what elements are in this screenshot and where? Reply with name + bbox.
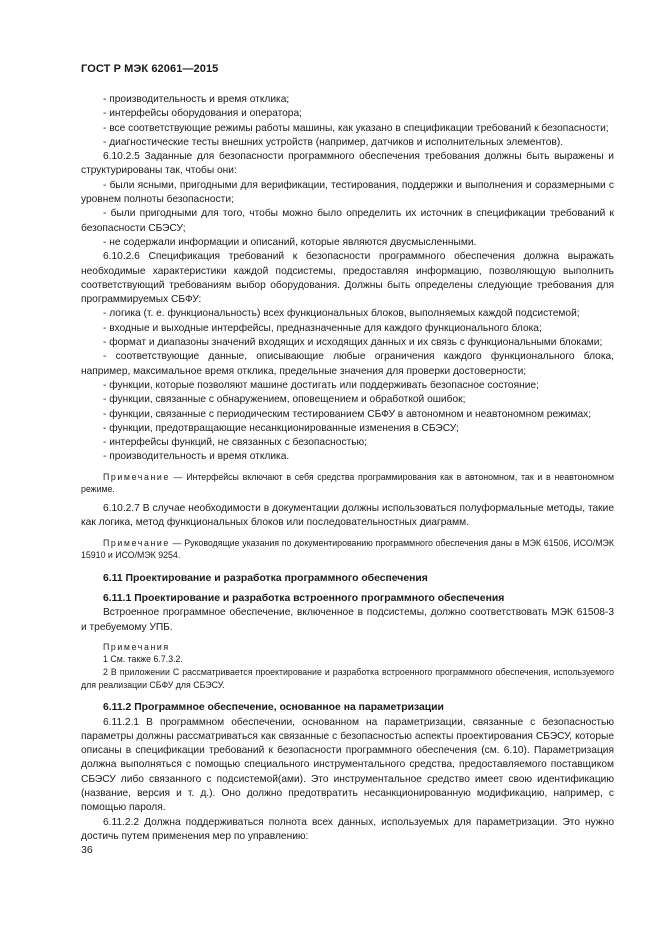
section-heading-6-11: 6.11 Проектирование и разработка программного обеспечения bbox=[103, 572, 428, 584]
list-item: - были пригодными для того, чтобы можно было определить их источник в спецификации требований к безопасности СБЭСУ; bbox=[81, 208, 614, 234]
list-item: - формат и диапазоны значений входящих и исходящих данных и их связь с функциональными блоками; bbox=[103, 337, 603, 349]
paragraph-6-10-2-7: 6.10.2.7 В случае необходимости в документации должны использоваться полуформальные методы, такие как логика, метод функциональных блоков или последовательностных диаграмм. bbox=[81, 502, 614, 529]
list-item: - производительность и время отклика; bbox=[103, 94, 290, 105]
notes-label: Примечания bbox=[103, 641, 170, 652]
note-text: Интерфейсы включают в себя средства программирования как в автономном, так и в неавтономном режиме. bbox=[81, 471, 614, 495]
section-heading-6-11-2: 6.11.2 Программное обеспечение, основанное на параметризации bbox=[103, 702, 444, 714]
note-text: Руководящие указания по документированию программного обеспечения даны в МЭК 61506, ИСО/МЭК 15910 и ИСО/МЭК 9254. bbox=[81, 537, 614, 561]
list-item: - функции, связанные с периодическим тестированием СБФУ в автономном и неавтономном режимах; bbox=[103, 408, 592, 420]
list-item: - интерфейсы функций, не связанных с безопасностью; bbox=[103, 437, 368, 449]
note-label: Примечание bbox=[103, 537, 170, 548]
section-heading-6-11-1: 6.11.1 Проектирование и разработка встроенного программного обеспечения bbox=[103, 592, 505, 604]
note-item: 1 См. также 6.7.3.2. bbox=[103, 654, 183, 665]
list-item: - соответствующие данные, описывающие любые ограничения каждого функционального блока, например, максимальное время отклика, предельные значения для проверки достоверности; bbox=[81, 351, 614, 377]
paragraph-6-11-2-2: 6.11.2.2 Должна поддерживаться полнота всех данных, используемых для параметризации. Это нужно достичь путем применения мер по управлению: bbox=[81, 816, 614, 842]
list-item: - производительность и время отклика. bbox=[103, 451, 290, 463]
note-interfaces: Примечание — Интерфейсы включают в себя средства программирования как в автономном, так и в неавтономном режиме. bbox=[81, 471, 614, 495]
paragraph-6-10-2-5: 6.10.2.5 Заданные для безопасности программного обеспечения требования должны быть выражены и структурированы так, чтобы они: bbox=[81, 151, 614, 177]
list-item: - диагностические тесты внешних устройств (например, датчиков и исполнительных элементов). bbox=[103, 136, 564, 148]
list-item: - функции, которые позволяют машине достигать или поддерживать безопасное состояние; bbox=[103, 379, 539, 391]
list-item: - были ясными, пригодными для верификации, тестирования, поддержки и выполнения и соразмерными с уровнем полноты безопасности; bbox=[81, 179, 614, 206]
note-label: Примечание bbox=[103, 471, 170, 482]
list-item: - все соответствующие режимы работы машины, как указано в спецификации требований к безопасности; bbox=[103, 122, 609, 134]
list-item: - логика (т. е. функциональность) всех функциональных блоков, выполняемых каждой подсистемой; bbox=[103, 308, 580, 320]
list-item: - функции, предотвращающие несанкционированные изменения в СБЭСУ; bbox=[103, 422, 459, 434]
note-documentation: Примечание — Руководящие указания по документированию программного обеспечения даны в МЭК 61506, ИСО/МЭК 15910 и ИСО/МЭК 9254. bbox=[81, 537, 614, 561]
note-item: 2 В приложении С рассматривается проектирование и разработка встроенного программного обеспечения, используемого для реализации СБФУ для СБЭСУ. bbox=[81, 667, 614, 690]
list-item: - функции, связанные с обнаружением, оповещением и обработкой ошибок; bbox=[103, 394, 466, 406]
list-item: - не содержали информации и описаний, которые являются двусмысленными. bbox=[103, 236, 477, 248]
page-content bbox=[81, 93, 614, 844]
list-item: - интерфейсы оборудования и оператора; bbox=[103, 108, 302, 120]
page-header-standard: ГОСТ Р МЭК 62061—2015 bbox=[81, 63, 219, 75]
paragraph-6-11-1: Встроенное программное обеспечение, включенное в подсистемы, должно соответствовать МЭК 61508-3 и требуемому УПБ. bbox=[81, 607, 614, 633]
list-item: - входные и выходные интерфейсы, предназначенные для каждого функционального блока; bbox=[103, 322, 542, 334]
paragraph-6-11-2-1: 6.11.2.1 В программном обеспечении, основанном на параметризации, связанные с безопасностью параметры должны рассматриваться как связанные с безопасностью аспекты проектирования СБЭСУ, которые описаны в спецификации требований к безопасности программного обеспечения (см. 6.10). Параметризация должна выполняться с помощью специального инструментального средства, предоставляемого поставщиком СБЭСУ либо связанного с подсистемой(ами). Это инструментальное средство имеет свою идентификацию (название, версия и т. д.). Оно должно предотвратить несанкционированную модификацию, например, с помощью пароля. bbox=[81, 716, 614, 814]
page-number: 36 bbox=[81, 844, 93, 856]
paragraph-6-10-2-6: 6.10.2.6 Спецификация требований к безопасности программного обеспечения должна выражать необходимые характеристики каждой подсистемы, предоставляя информацию, позволяющую выполнить соответствующий требованиям выбор оборудования. Должны быть определены следующие требования для программируемых СБФУ: bbox=[81, 251, 614, 306]
